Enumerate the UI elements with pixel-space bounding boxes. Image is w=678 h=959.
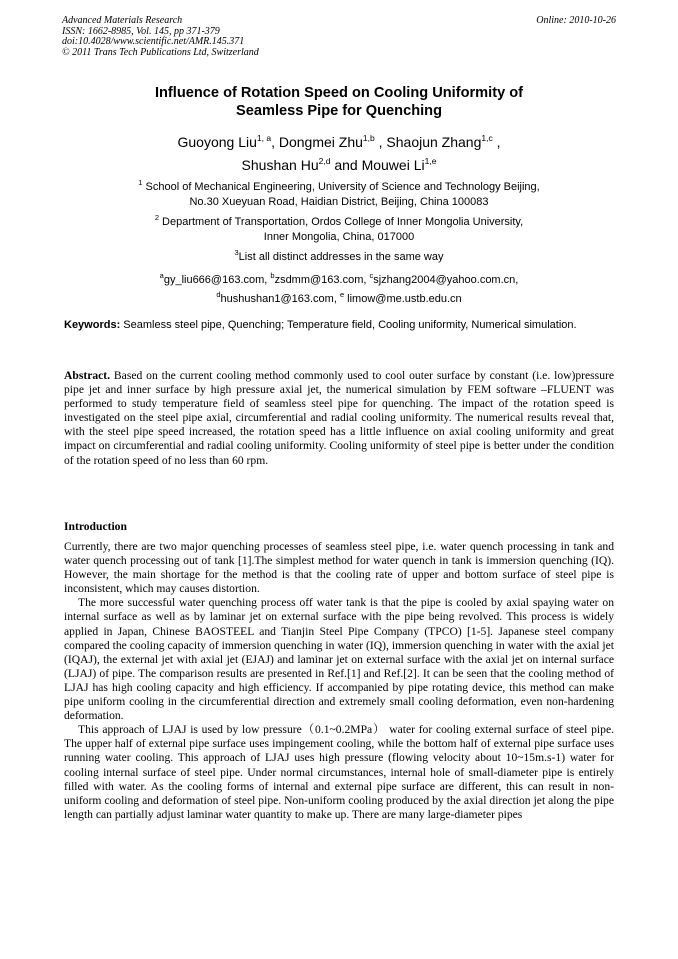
paragraph: Currently, there are two major quenching processes of seamless steel pipe, i.e. water quench processing in tank and water quench processing out of tank [1].The simplest method for water quench in tank is immersion quenching (IQ). However, the main shortage for the method is that the cooling rate of upper and bottom surface of steel pipe is inconsistent, which may causes distortion. [64, 540, 614, 596]
author-sup: 2,d [318, 156, 331, 166]
email-address: limow@me.ustb.edu.cn [344, 292, 462, 305]
abstract-text: Based on the current cooling method commonly used to cool outer surface by constant (i.e. low)pressure pipe jet and inner surface by high pressure axial jet, the numerical simulation by FEM software –FLUENT was performed to study temperature field of seamless steel pipe for quenching. The impact of the rotation speed is investigated on the steel pipe axial, circumferential and radial cooling uniformity. The numerical results reveal that, with the steel pipe speed increased, the rotation speed has a little influence on axial cooling uniformity and great impact on circumferential and radial cooling uniformity. Cooling uniformity of steel pipe is better under the condition of the rotation speed of no less than 60 rpm. [64, 369, 614, 467]
author-list [60, 129, 618, 175]
title-line-2: Seamless Pipe for Quenching [236, 103, 442, 119]
affiliation-text: Department of Transportation, Ordos College of Inner Mongolia University, [158, 216, 524, 228]
email-address: zsdmm@163.com, [274, 274, 370, 286]
journal-name: Advanced Materials Research [62, 15, 183, 26]
doi-line: doi:10.4028/www.scientific.net/AMR.145.371 [62, 36, 245, 47]
issn-line: ISSN: 1662-8985, Vol. 145, pp 371-379 [62, 25, 220, 37]
affiliation-number: 2 [154, 213, 159, 222]
author-name: Shushan Hu [241, 157, 319, 173]
email-address: sjzhang2004@yahoo.com.cn, [373, 274, 519, 286]
author-name: Guoyong Liu [177, 134, 257, 150]
email-line-1 [60, 269, 618, 288]
journal-header [62, 16, 616, 58]
paragraph: This approach of LJAJ is used by low pressure（0.1~0.2MPa） water for cooling external surface of steel pipe. The upper half of external pipe surface uses impingement cooling, while the bottom half of external pipe surface uses running water cooling. This approach of LJAJ uses high pressure (flowing velocity about 10~15m.s-1) water for cooling internal surface of steel pipe. Under normal circumstances, internal hole of small-diameter pipe is entirely filled with water. As the cooling forms of internal and external pipe surface are different, this can result in non-uniform cooling and deformation of steel pipe. Non-uniform cooling produced by the axial direction jet along the pipe length can partially adjust laminar water quantity to make up. There are many large-diameter pipes [64, 723, 614, 821]
affiliation-3-line [60, 246, 618, 265]
affiliation-2 [60, 211, 618, 244]
introduction-body [64, 540, 614, 822]
author-sup: 1, a [256, 133, 272, 143]
affiliation-3 [60, 246, 618, 265]
email-list [60, 269, 618, 306]
keywords-text: Seamless steel pipe, Quenching; Temperature field, Cooling uniformity, Numerical simulation. [120, 319, 577, 331]
author-line-2 [60, 152, 618, 175]
author-name: , Shaojun Zhang [374, 134, 482, 150]
affiliation-2-line-2: Inner Mongolia, China, 017000 [263, 230, 415, 243]
abstract-section [64, 369, 614, 468]
email-line-2 [60, 288, 618, 307]
affiliation-number: 1 [138, 178, 143, 187]
introduction-heading: Introduction [64, 520, 127, 533]
paragraph: The more successful water quenching process off water tank is that the pipe is cooled by axial spaying water on internal surface as well as by laminar jet on external surface with the pipe being revolved. This process is widely applied in Japan, Chinese BAOSTEEL and Tianjin Steel Pipe Company (TPCO) [1-5]. Japanese steel company compared the cooling capacity of immersion quenching in water (IQ), immersion quenching in water with the axial jet (IQAJ), the external jet with axial jet (EJAJ) and laminar jet on external surface with the axial jet on internal surface (LJAJ) of pipe. The comparison results are presented in Ref.[1] and Ref.[2]. It can be seen that the cooling method of LJAJ has high cooling capacity and high efficiency. If accompanied by pipe rotating device, this method can make pipe uniform cooling in the circumferential direction and extremely small cooling deformation, even non-hardening deformation. [64, 596, 614, 723]
author-sup: 1,c [481, 133, 493, 143]
affiliation-number: 3 [234, 248, 239, 257]
paper-title [60, 84, 618, 120]
email-sup: a [159, 271, 164, 280]
affiliation-text: List all distinct addresses in the same way [238, 251, 444, 263]
keywords-label: Keywords: [64, 319, 121, 331]
abstract-label: Abstract. [64, 369, 111, 382]
email-address: hushushan1@163.com, [220, 292, 340, 305]
author-sup: 1,e [424, 156, 437, 166]
affiliation-1 [60, 176, 618, 209]
email-sup: d [216, 289, 221, 299]
author-line-1 [60, 129, 618, 152]
title-line-1: Influence of Rotation Speed on Cooling Uniformity of [154, 85, 524, 101]
author-name: and Mouwei Li [330, 157, 425, 173]
email-sup: e [339, 289, 345, 299]
affiliation-1-line-1 [60, 176, 618, 195]
author-sup: 1,b [362, 133, 375, 143]
author-name: , Dongmei Zhu [271, 134, 363, 150]
email-sup: c [369, 271, 374, 280]
copyright-line: © 2011 Trans Tech Publications Ltd, Switzerland [62, 46, 259, 58]
author-sep: , [492, 134, 501, 150]
affiliation-2-line-1 [60, 211, 618, 230]
online-date: Online: 2010-10-26 [536, 15, 616, 26]
affiliation-text: School of Mechanical Engineering, University of Science and Technology Beijing, [142, 181, 540, 193]
affiliation-1-line-2: No.30 Xueyuan Road, Haidian District, Beijing, China 100083 [189, 195, 489, 208]
keywords-section [64, 318, 614, 332]
email-sup: b [270, 271, 275, 280]
email-address: gy_liu666@163.com, [163, 274, 271, 286]
